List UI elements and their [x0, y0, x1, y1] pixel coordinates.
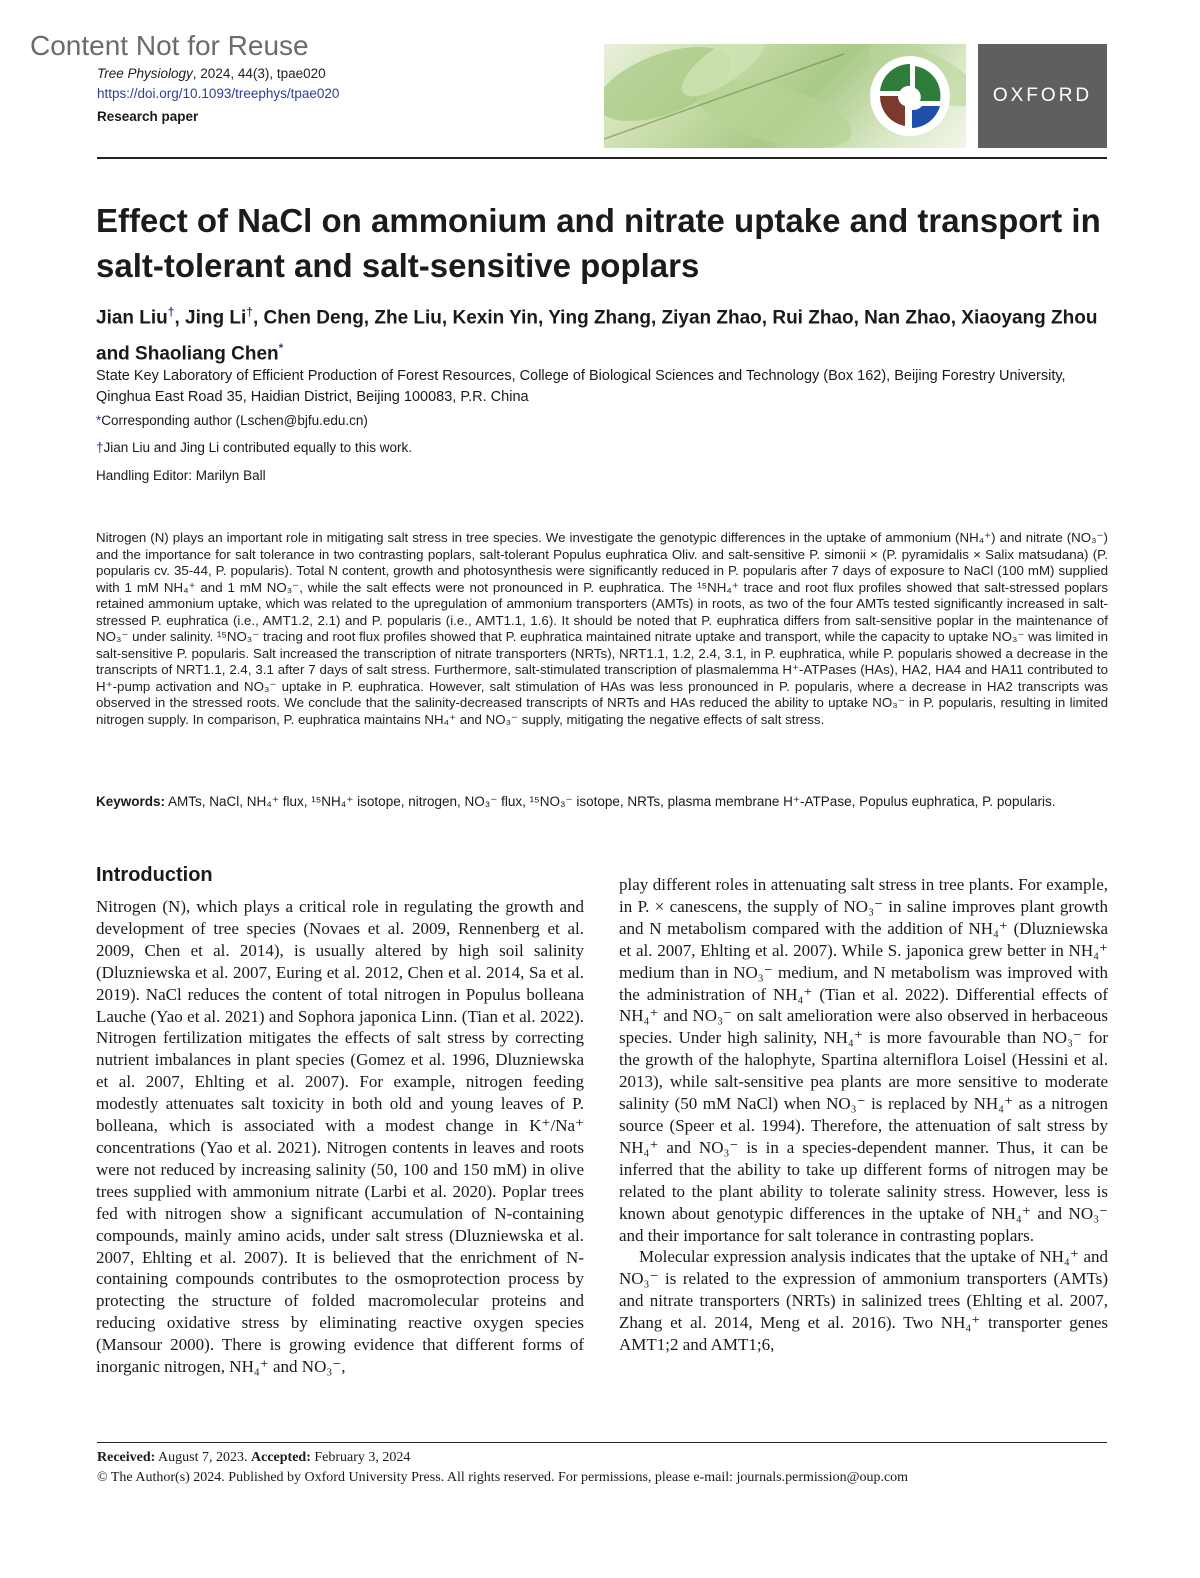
intro-paragraph-3: Molecular expression analysis indicates that the uptake of NH₄⁺ and NO₃⁻ is related to the expression of ammonium transporters (AMTs) and nitrate transporters (NRTs) in salinized trees (Ehlting et al. 2007, Zhang et al. 2014, Meng et al. 2016). Two NH₄⁺ transporter genes AMT1;2 and AMT1;6, [619, 1247, 1108, 1355]
dagger-mark: † [96, 440, 104, 455]
journal-volume: , 2024, 44(3), tpae020 [192, 66, 326, 81]
header-divider [97, 157, 1107, 159]
copyright-notice: © The Author(s) 2024. Published by Oxford University Press. All rights reserved. For permissions, please e-mail: journals.permission@oup.com [97, 1470, 909, 1485]
author-1[interactable]: Jian Liu [96, 307, 168, 329]
affiliation: State Key Laboratory of Efficient Production of Forest Resources, College of Biological Sciences and Technology (Box 162), Beijing Forestry University, Qinghua East Road 35, Haidian District, Beijing 100083, P.R. China [96, 368, 1066, 405]
body-column-right [619, 874, 1108, 1356]
author-2[interactable]: Jing Li [185, 307, 247, 329]
treephys-logo [870, 56, 950, 136]
footer-divider [97, 1442, 1107, 1443]
received-label: Received: [97, 1450, 156, 1465]
journal-banner [604, 44, 966, 148]
accepted-date: February 3, 2024 [314, 1450, 411, 1465]
keywords-text: AMTs, NaCl, NH₄⁺ flux, ¹⁵NH₄⁺ isotope, nitrogen, NO₃⁻ flux, ¹⁵NO₃⁻ isotope, NRTs, plasma membrane H⁺-ATPase, Populus euphratica, P. popularis. [168, 794, 1056, 809]
received-dates [97, 1450, 410, 1466]
journal-name: Tree Physiology [97, 66, 193, 81]
oxford-logo: OXFORD [978, 44, 1107, 148]
doi-link[interactable]: https://doi.org/10.1093/treephys/tpae020 [97, 86, 340, 101]
author-list: Jian Liu†, Jing Li†, Chen Deng, Zhe Liu, Kexin Yin, Ying Zhang, Ziyan Zhao, Rui Zhao, Nan Zhao, Xiaoyang Zhou and Shaoliang Chen* [96, 305, 1098, 365]
leaf-banner-image [604, 44, 966, 148]
intro-paragraph-1: Nitrogen (N), which plays a critical role in regulating the growth and development of tree species (Novaes et al. 2009, Rennenberg et al. 2009, Chen et al. 2014), is usually altered by high soil salinity (Dluzniewska et al. 2007, Euring et al. 2012, Chen et al. 2014, Sa et al. 2019). NaCl reduces the content of total nitrogen in Populus bolleana Lauche (Yao et al. 2021) and Sophora japonica Linn. (Tian et al. 2022). Nitrogen fertilization mitigates the effects of salt stress by correcting nutrient imbalances in plant species (Gomez et al. 1996, Dluzniewska et al. 2007, Ehlting et al. 2007). For example, nitrogen feeding modestly attenuates salt toxicity in both old and young leaves of P. bolleana, which is associated with a modest change in K⁺/Na⁺ concentrations (Yao et al. 2021). Nitrogen contents in leaves and roots were not reduced by increasing salinity (50, 100 and 150 mM) in olive trees supplied with ammonium nitrate (Larbi et al. 2020). Poplar trees fed with nitrogen show a significant accumulation of N-containing compounds, mainly amino acids, under salt stress (Dluzniewska et al. 2007, Ehlting et al. 2007). It is believed that the enrichment of N-containing compounds contributes to the osmoprotection process by protecting the structure of folded macromolecular proteins and reducing oxidative stress by eliminating reactive oxygen species (Mansour 2000). There is growing evidence that different forms of inorganic nitrogen, NH₄⁺ and NO₃⁻, [96, 897, 584, 1377]
dagger-mark: † [167, 305, 175, 319]
star-mark: * [96, 413, 102, 428]
corresponding-text: Corresponding author (Lschen@bjfu.edu.cn) [101, 413, 368, 428]
article-title: Effect of NaCl on ammonium and nitrate uptake and transport in salt-tolerant and salt-sensitive poplars [96, 202, 1101, 284]
corresponding-star: * [278, 341, 284, 356]
equal-text: Jian Liu and Jing Li contributed equally to this work. [103, 440, 412, 455]
keywords-label: Keywords: [96, 794, 166, 809]
equal-contribution [96, 440, 412, 455]
journal-citation [97, 66, 326, 81]
abstract: Nitrogen (N) plays an important role in mitigating salt stress in tree species. We investigate the genotypic differences in the uptake of ammonium (NH₄⁺) and nitrate (NO₃⁻) and the importance for salt tolerance in two contrasting poplars, salt-tolerant Populus euphratica Oliv. and salt-sensitive P. simonii × (P. pyramidalis × Salix matsudana) (P. popularis cv. 35-44, P. popularis). Total N content, growth and photosynthesis were significantly reduced in P. popularis after 7 days of exposure to NaCl (100 mM) supplied with 1 mM NH₄⁺ and 1 mM NO₃⁻, while the salt effects were not pronounced in P. euphratica. The ¹⁵NH₄⁺ trace and root flux profiles showed that salt-stressed poplars retained ammonium uptake, which was related to the upregulation of ammonium transporters (AMTs) in roots, as two of the four AMTs tested significantly increased in salt-stressed P. euphratica (i.e., AMT1.2, 2.1) and P. popularis (i.e., AMT1.1, 1.6). It should be noted that P. euphratica differs from salt-sensitive poplar in the maintenance of NO₃⁻ under salinity. ¹⁵NO₃⁻ tracing and root flux profiles showed that P. euphratica maintained nitrate uptake and transport, while the capacity to uptake NO₃⁻ was limited in salt-sensitive P. popularis. Salt increased the transcription of nitrate transporters (NRTs), NRT1.1, 1.2, 2.4, 3.1, in P. euphratica, while P. popularis showed a decrease in the transcripts of NRT1.1, 2.4, 3.1 after 7 days of salt stress. Furthermore, salt-stimulated transcription of plasmalemma H⁺-ATPases (HAs), HA2, HA4 and HA11 contributed to H⁺-pump activation and NO₃⁻ uptake in P. euphratica. However, salt stimulation of HAs was less pronounced in P. popularis, where a decrease in HA2 transcripts was observed in the stressed roots. We conclude that the salinity-decreased transcripts of NRTs and HAs reduced the ability to uptake NO₃⁻ in P. popularis, resulting in limited nitrogen supply. In comparison, P. euphratica maintains NH₄⁺ and NO₃⁻ supply, mitigating the negative effects of salt stress. [96, 530, 1108, 727]
accepted-label: Accepted: [251, 1450, 311, 1465]
keywords [96, 792, 1108, 811]
corresponding-author [96, 413, 368, 428]
handling-editor: Handling Editor: Marilyn Ball [96, 468, 266, 483]
author-rest: Chen Deng, Zhe Liu, Kexin Yin, Ying Zhang, Ziyan Zhao, Rui Zhao, Nan Zhao, Xiaoyang Zhou and Shaoliang Chen [96, 307, 1098, 365]
intro-paragraph-2: play different roles in attenuating salt stress in tree plants. For example, in P. × canescens, the supply of NO₃⁻ in saline improves plant growth and N metabolism compared with the addition of NH₄⁺ (Dluzniewska et al. 2007, Ehlting et al. 2007). While S. japonica grew better in NH₄⁺ medium than in NO₃⁻ medium, and N metabolism was improved with the administration of NH₄⁺ (Tian et al. 2022). Differential effects of NH₄⁺ and NO₃⁻ on salt amelioration were also observed in herbaceous species. Under high salinity, NH₄⁺ is more favourable than NO₃⁻ for the growth of the halophyte, Spartina alterniflora Loisel (Hessini et al. 2013), while salt-sensitive pea plants are more sensitive to moderate salinity (50 mM NaCl) when NO₃⁻ is replaced by NH₄⁺ as a nitrogen source (Speer et al. 1994). Therefore, the attenuation of salt stress by NH₄⁺ and NO₃⁻ is in a species-dependent manner. Thus, it can be inferred that the ability to take up different forms of nitrogen may be related to the plant ability to tolerate salinity stress. However, less is known about genotypic differences in the uptake of NH₄⁺ and NO₃⁻ and their importance for salt tolerance in contrasting poplars. [619, 875, 1108, 1245]
paper-type: Research paper [97, 109, 199, 124]
watermark: Content Not for Reuse [30, 30, 309, 61]
dagger-mark: † [246, 305, 253, 319]
received-date: August 7, 2023. [158, 1450, 248, 1465]
body-column-left [96, 896, 584, 1378]
section-heading-introduction: Introduction [96, 864, 213, 886]
